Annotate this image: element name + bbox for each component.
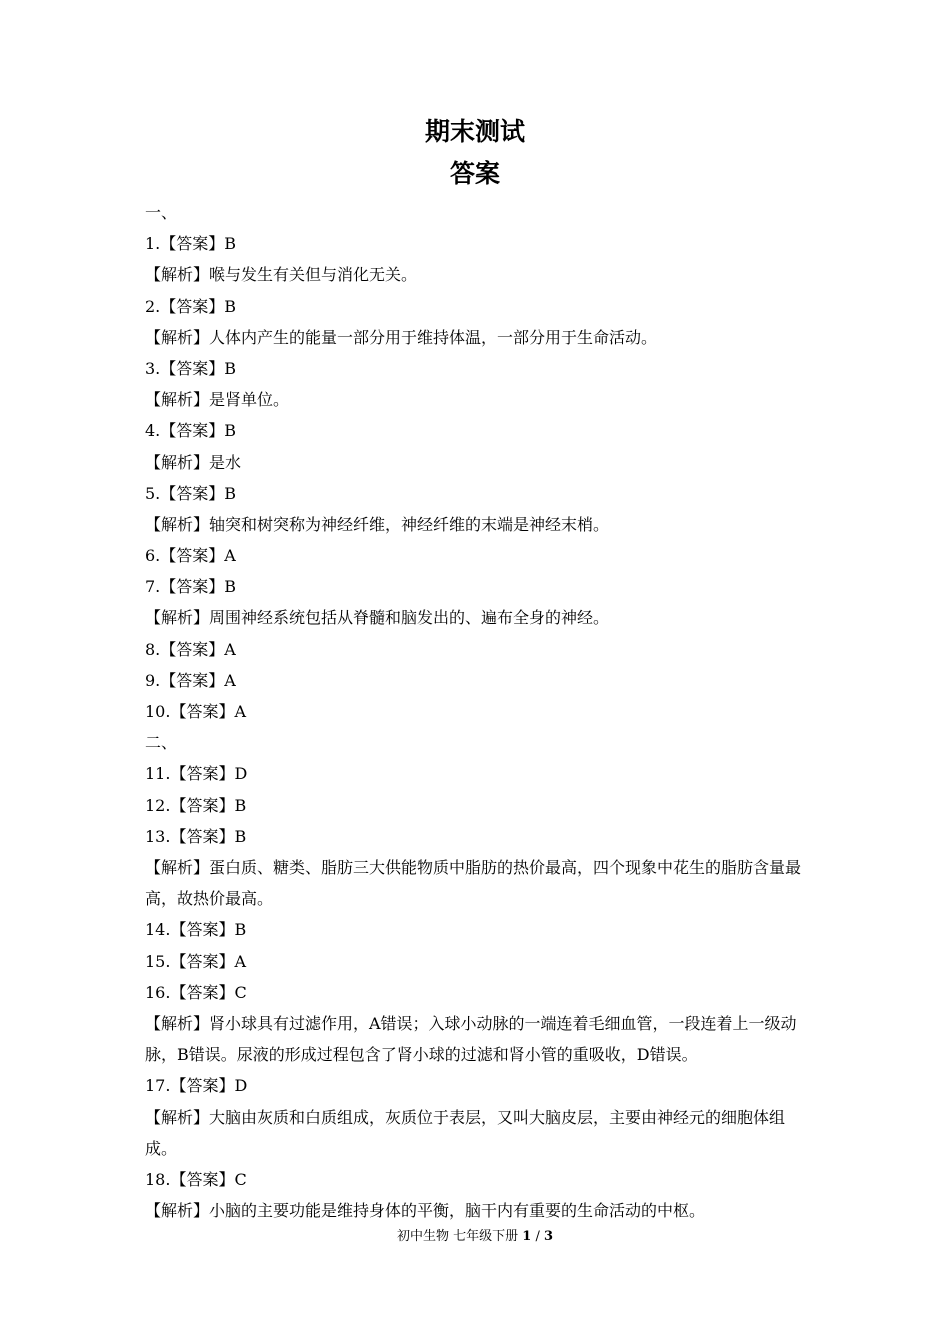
- answer-18: 18.【答案】C: [145, 1169, 247, 1189]
- analysis-7: 【解析】周围神经系统包括从脊髓和脑发出的、遍布全身的神经。: [145, 608, 610, 628]
- answer-11: 11.【答案】D: [145, 764, 248, 784]
- page-footer: [0, 1228, 950, 1246]
- analysis-4: 【解析】是水: [145, 452, 242, 472]
- answer-13: 13.【答案】B: [145, 826, 247, 846]
- footer-course: 初中生物: [396, 1229, 449, 1244]
- answer-1: 1.【答案】B: [145, 234, 237, 254]
- analysis-3: 【解析】是肾单位。: [145, 390, 290, 410]
- answer-3: 3.【答案】B: [145, 358, 237, 378]
- page-number-total: 3: [543, 1229, 554, 1244]
- page-number-current: 1: [522, 1229, 532, 1244]
- analysis-18: 【解析】小脑的主要功能是维持身体的平衡，脑干内有重要的生命活动的中枢。: [145, 1201, 706, 1221]
- analysis-16: 【解析】肾小球具有过滤作用，A错误；入球小动脉的一端连着毛细血管，一段连着上一级动脉，B错误。尿液的形成过程包含了肾小球的过滤和肾小管的重吸收，D错误。: [145, 1013, 797, 1065]
- analysis-13: 【解析】蛋白质、糖类、脂肪三大供能物质中脂肪的热价最高，四个现象中花生的脂肪含量最高，故热价最高。: [145, 857, 802, 909]
- answer-12: 12.【答案】B: [145, 795, 247, 815]
- answer-9: 9.【答案】A: [145, 670, 236, 690]
- section-heading-1: 一、: [145, 203, 178, 222]
- answer-2: 2.【答案】B: [145, 296, 237, 316]
- analysis-2: 【解析】人体内产生的能量一部分用于维持体温，一部分用于生命活动。: [145, 327, 658, 347]
- answer-list: [145, 197, 815, 1226]
- answer-17: 17.【答案】D: [145, 1076, 248, 1096]
- answer-15: 15.【答案】A: [145, 951, 247, 971]
- answer-16: 16.【答案】C: [145, 982, 247, 1002]
- page-title: 期末测试: [424, 117, 525, 146]
- answer-14: 14.【答案】B: [145, 920, 247, 940]
- answer-8: 8.【答案】A: [145, 639, 236, 659]
- answer-7: 7.【答案】B: [145, 577, 237, 597]
- answer-10: 10.【答案】A: [145, 702, 247, 721]
- footer-grade: 七年级下册: [453, 1229, 519, 1244]
- analysis-5: 【解析】轴突和树突称为神经纤维，神经纤维的末端是神经末梢。: [145, 514, 610, 534]
- answer-5: 5.【答案】B: [145, 483, 237, 503]
- analysis-1: 【解析】喉与发生有关但与消化无关。: [145, 265, 418, 285]
- page-number-separator: /: [535, 1229, 540, 1244]
- section-heading-2: 二、: [145, 733, 178, 753]
- answer-4: 4.【答案】B: [145, 421, 237, 441]
- answer-6: 6.【答案】A: [145, 546, 236, 566]
- page-subtitle: 答案: [449, 159, 500, 188]
- analysis-17: 【解析】大脑由灰质和白质组成，灰质位于表层，又叫大脑皮层，主要由神经元的细胞体组成。: [145, 1107, 786, 1158]
